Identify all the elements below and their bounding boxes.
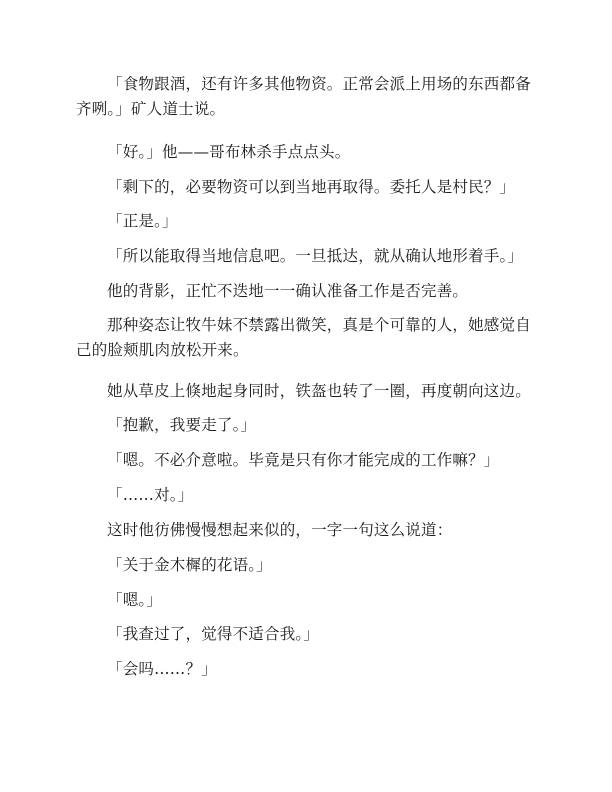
paragraph-11: 「……对。」 xyxy=(107,486,194,504)
paragraph-4: 「正是。」 xyxy=(107,212,178,230)
paragraph-7: 那种姿态让牧牛妹不禁露出微笑，真是个可靠的人，她感觉自己的脸颊肌肉放松开来。 xyxy=(76,316,531,359)
paragraph-1: 「食物跟酒，还有许多其他物资。正常会派上用场的东西都备齐咧。」矿人道士说。 xyxy=(76,75,531,118)
paragraph-9: 「抱歉，我要走了。」 xyxy=(107,416,257,434)
paragraph-12: 这时他彷佛慢慢想起来似的，一字一句这么说道： xyxy=(107,521,453,539)
paragraph-13: 「关于金木樨的花语。」 xyxy=(107,556,272,574)
paragraph-16: 「会吗……？」 xyxy=(107,660,217,678)
paragraph-6: 他的背影，正忙不迭地一一确认准备工作是否完善。 xyxy=(107,282,469,300)
paragraph-8: 她从草皮上倏地起身同时，铁盔也转了一圈，再度朝向这边。 xyxy=(107,382,531,400)
paragraph-15: 「我查过了，觉得不适合我。」 xyxy=(107,625,320,643)
paragraph-14: 「嗯。」 xyxy=(107,591,163,609)
paragraph-5: 「所以能取得当地信息吧。一旦抵达，就从确认地形着手。」 xyxy=(107,247,524,265)
paragraph-10: 「嗯。不必介意啦。毕竟是只有你才能完成的工作嘛？」 xyxy=(107,451,500,469)
paragraph-2: 「好。」他——哥布林杀手点点头。 xyxy=(107,143,351,161)
paragraph-3: 「剩下的，必要物资可以到当地再取得。委托人是村民？」 xyxy=(107,178,516,196)
